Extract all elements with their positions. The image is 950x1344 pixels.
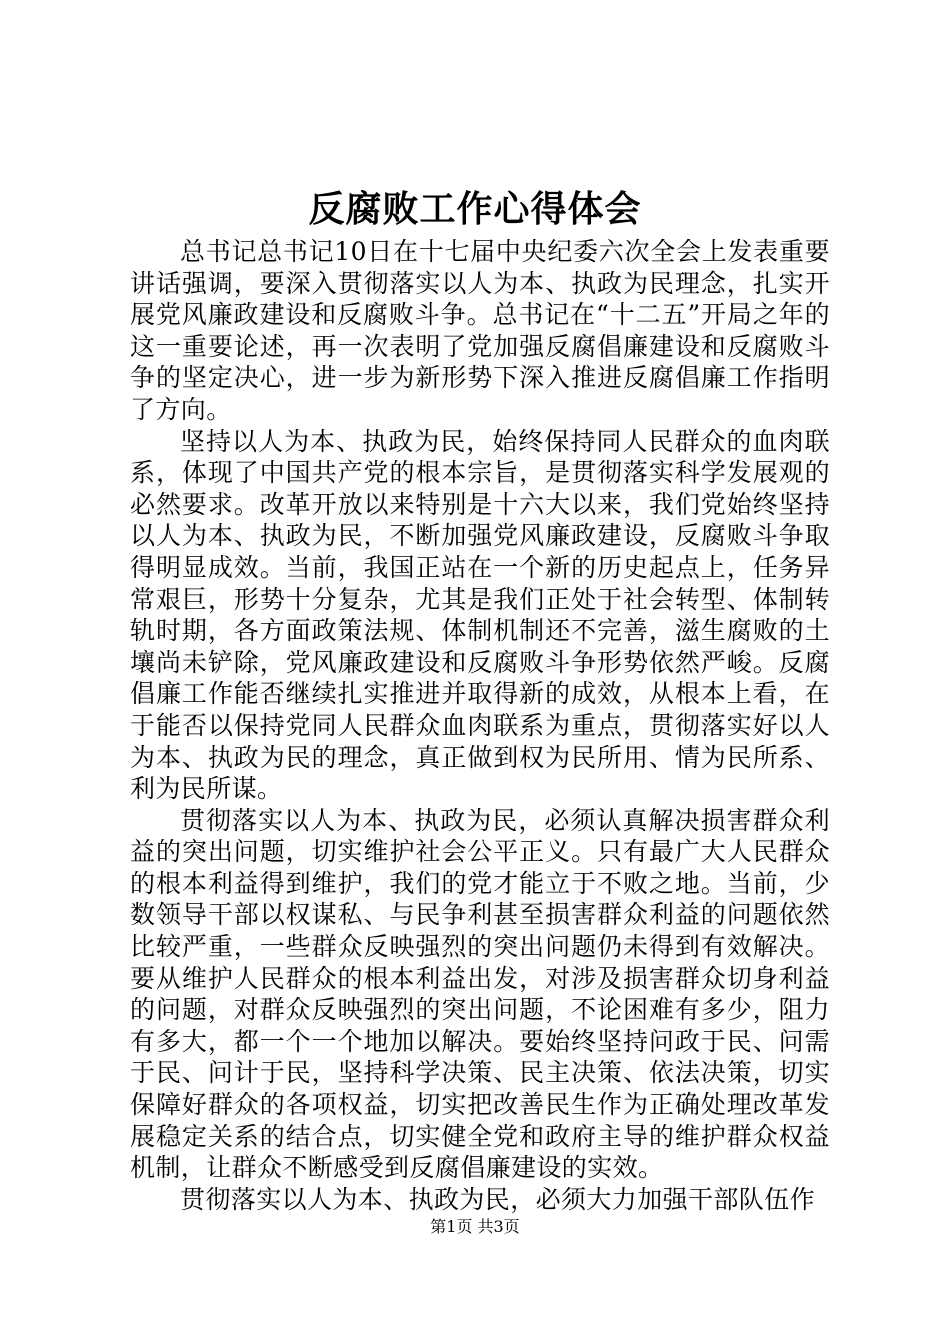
- page-footer: 第1页 共3页: [430, 1217, 520, 1236]
- paragraph-3: 贯彻落实以人为本、执政为民，必须认真解决损害群众利益的突出问题，切实维护社会公平正义。只有最广大人民群众的根本利益得到维护，我们的党才能立于不败之地。当前，少数领导干部以权谋私、与民争利甚至损害群众利益的问题依然比较严重，一些群众反映强烈的突出问题仍未得到有效解决。要从维护人民群众的根本利益出发，对涉及损害群众切身利益的问题，对群众反映强烈的突出问题，不论困难有多少，阻力有多大，都一个一个地加以解决。要始终坚持问政于民、问需于民、问计于民，坚持科学决策、民主决策、依法决策，切实保障好群众的各项权益，切实把改善民生作为正确处理改革发展稳定关系的结合点，切实健全党和政府主导的维护群众权益机制，让群众不断感受到反腐倡廉建设的实效。: [130, 805, 830, 1183]
- paragraph-4: 贯彻落实以人为本、执政为民，必须大力加强干部队伍作: [180, 1184, 816, 1214]
- paragraph-1: 总书记总书记10日在十七届中央纪委六次全会上发表重要讲话强调，要深入贯彻落实以人为本、执政为民理念，扎实开展党风廉政建设和反腐败斗争。总书记在“十二五”开局之年的这一重要论述，再一次表明了党加强反腐倡廉建设和反腐败斗争的坚定决心，进一步为新形势下深入推进反腐倡廉工作指明了方向。: [130, 237, 830, 424]
- document-title: 反腐败工作心得体会: [308, 188, 642, 230]
- document-body: [130, 236, 830, 1215]
- paragraph-2: 坚持以人为本、执政为民，始终保持同人民群众的血肉联系，体现了中国共产党的根本宗旨，是贯彻落实科学发展观的必然要求。改革开放以来特别是十六大以来，我们党始终坚持以人为本、执政为民，不断加强党风廉政建设，反腐败斗争取得明显成效。当前，我国正站在一个新的历史起点上，任务异常艰巨，形势十分复杂，尤其是我们正处于社会转型、体制转轨时期，各方面政策法规、体制机制还不完善，滋生腐败的土壤尚未铲除，党风廉政建设和反腐败斗争形势依然严峻。反腐倡廉工作能否继续扎实推进并取得新的成效，从根本上看，在于能否以保持党同人民群众血肉联系为重点，贯彻落实好以人为本、执政为民的理念，真正做到权为民所用、情为民所系、利为民所谋。: [130, 426, 830, 804]
